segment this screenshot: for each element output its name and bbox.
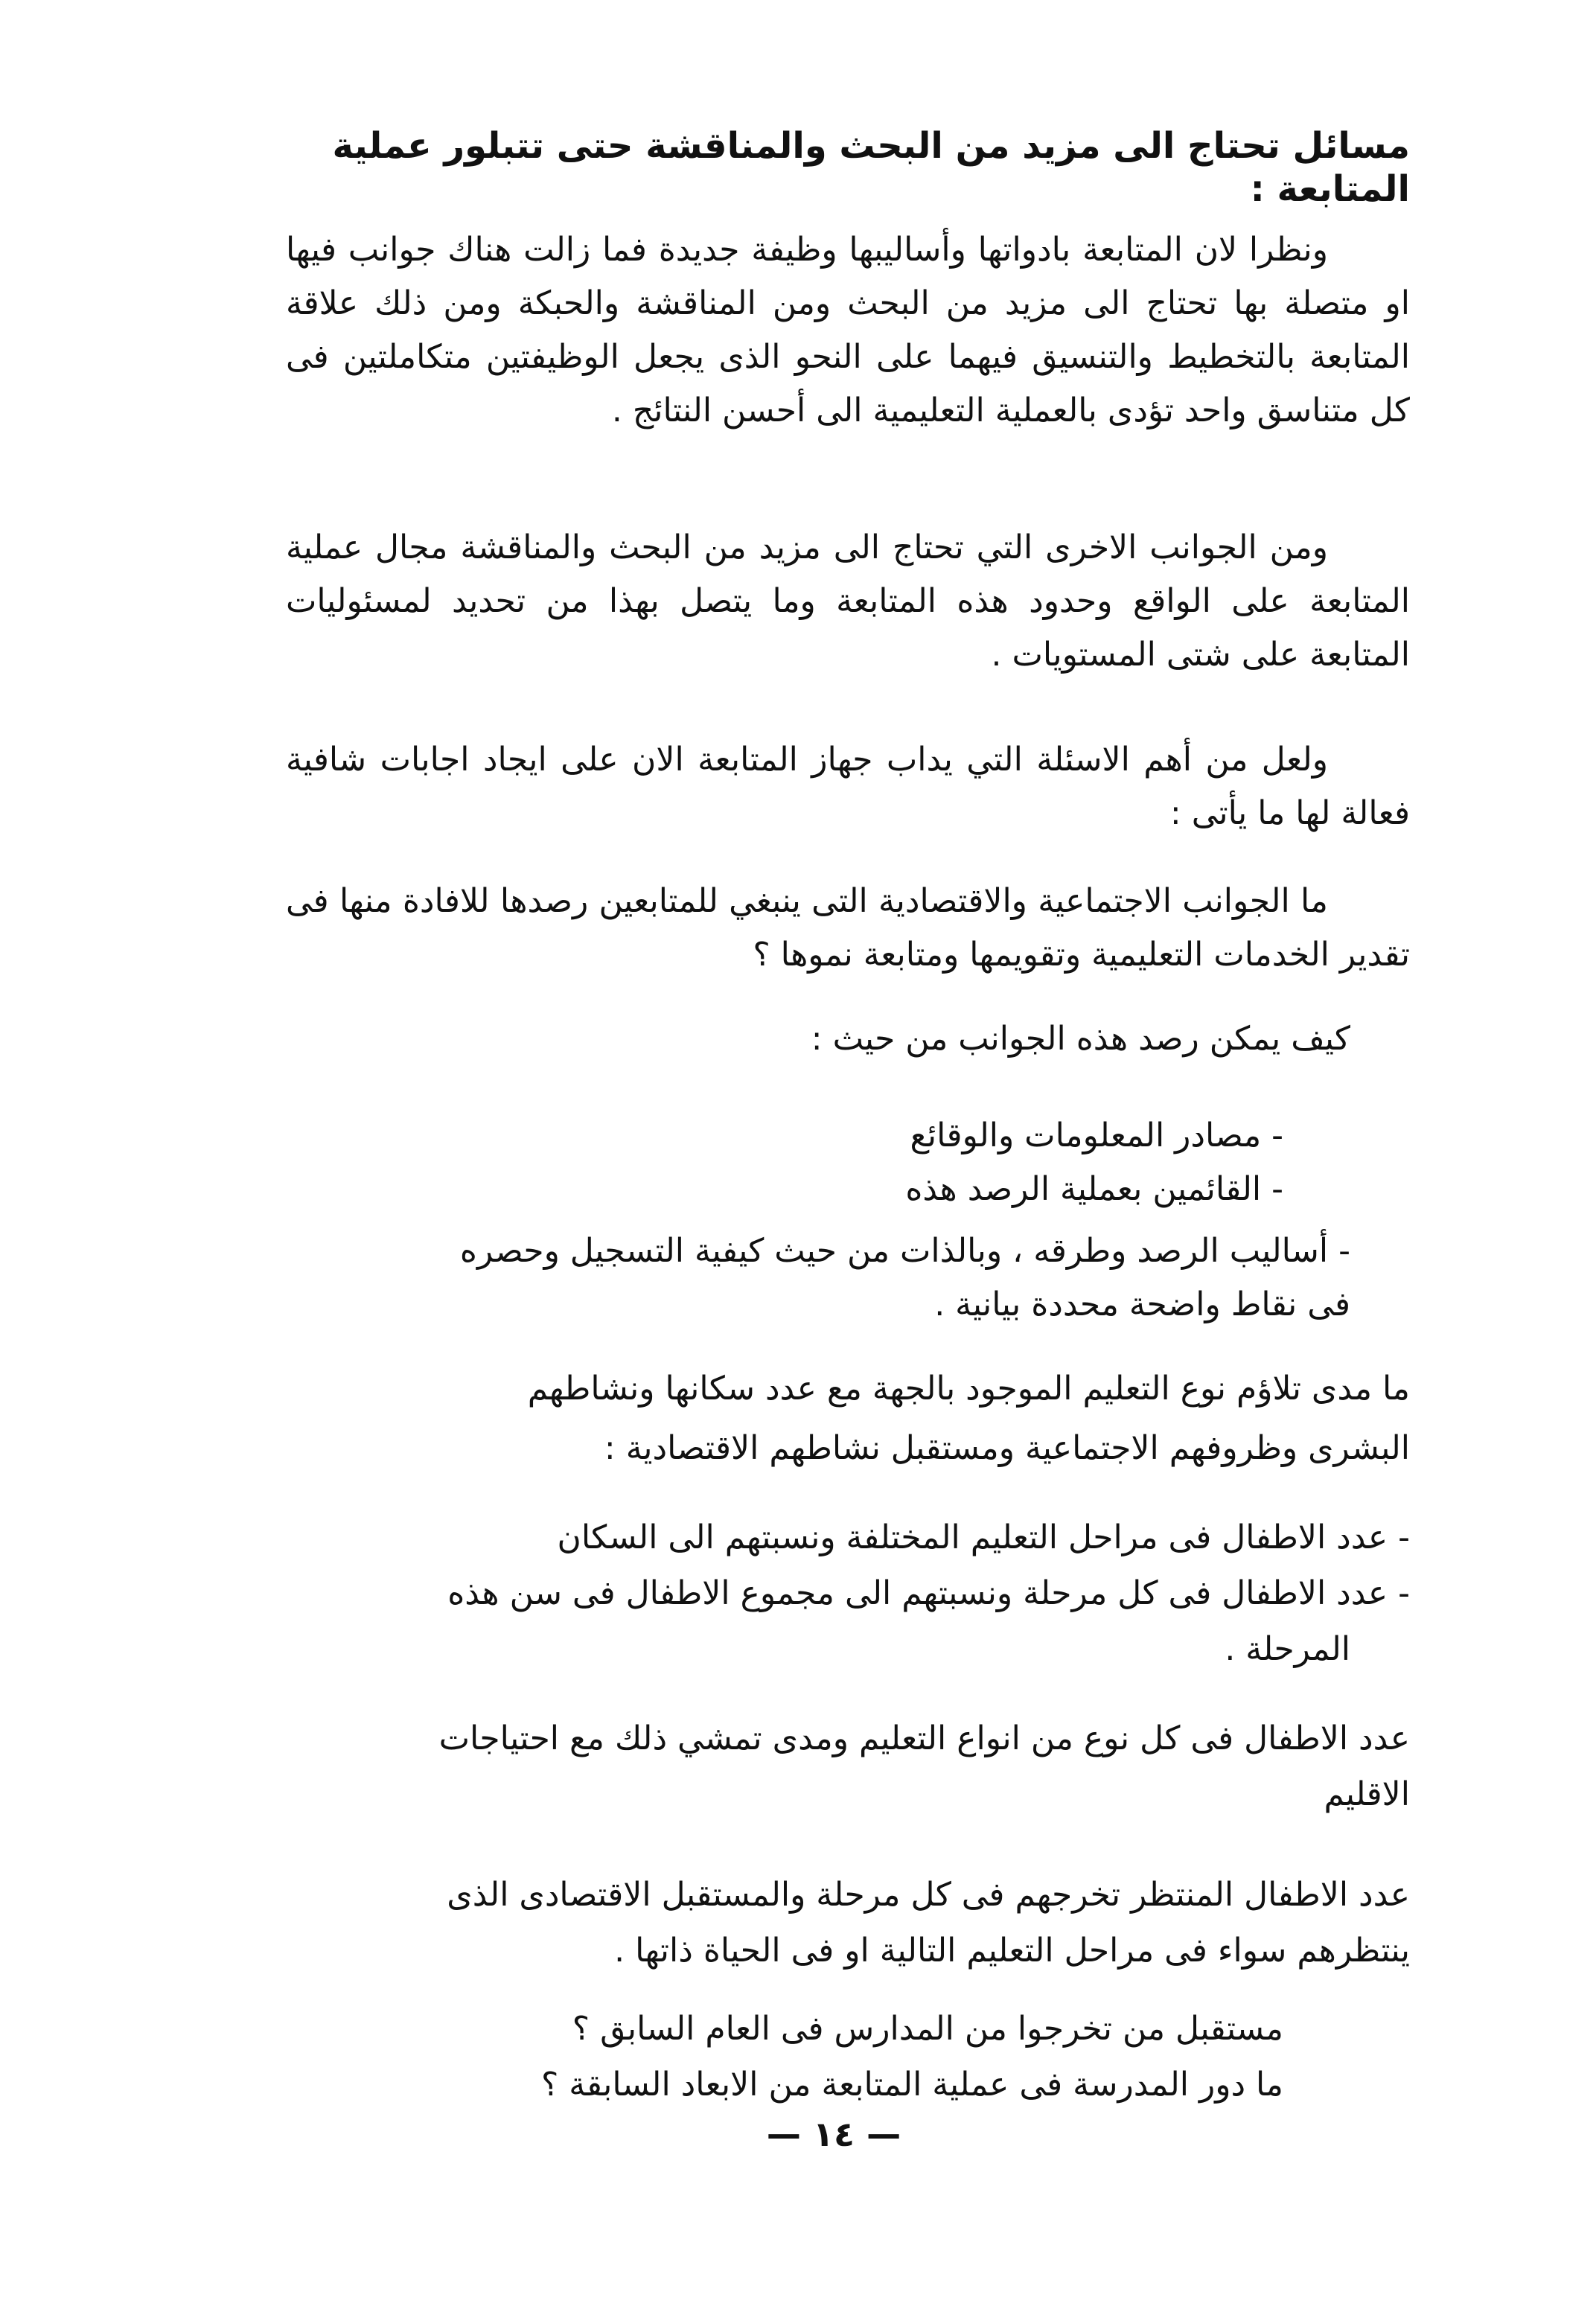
list-item-children-stages: - عدد الاطفال فى مراحل التعليم المختلفة ونسبتهم الى السكان — [557, 1519, 1410, 1556]
list-item-children-per-stage-cont: المرحلة . — [1225, 1630, 1350, 1668]
list-item-monitors: - القائمين بعملية الرصد هذه — [905, 1170, 1283, 1208]
section-title: مسائل تحتاج الى مزيد من البحث والمناقشة حتى تتبلور عملية المتابعة : — [332, 125, 1410, 210]
list-item-methods-cont: فى نقاط واضحة محددة بيانية . — [934, 1286, 1350, 1323]
list-item-graduates-cont: ينتظرهم سواء فى مراحل التعليم التالية او فى الحياة ذاتها . — [614, 1932, 1410, 1970]
list-item-children-type-cont: الاقليم — [1324, 1775, 1410, 1813]
list-item-graduates: عدد الاطفال المنتظر تخرجهم فى كل مرحلة والمستقبل الاقتصادى الذى — [447, 1876, 1410, 1914]
paragraph-intro: ونظرا لان المتابعة بادواتها وأساليبها وظيفة جديدة فما زالت هناك جوانب فيها او متصلة بها تحتاج الى مزيد من البحث ومن المناقشة والحبكة ومن ذلك علاقة المتابعة بالتخطيط والتنسيق فيهما على النحو الذى يجعل الوظيفتين متكاملتين فى كل متناسق واحد تؤدى بالعملية التعليمية الى أحسن النتائج . — [286, 231, 1410, 429]
question-school-role: ما دور المدرسة فى عملية المتابعة من الابعاد السابقة ؟ — [540, 2066, 1283, 2104]
question-future-graduates: مستقبل من تخرجوا من المدارس فى العام السابق ؟ — [572, 2010, 1283, 2048]
list-item-methods: - أساليب الرصد وطرقه ، وبالذات من حيث كيفية التسجيل وحصره — [459, 1232, 1350, 1270]
question-fit-line-2: البشرى وظروفهم الاجتماعية ومستقبل نشاطهم الاقتصادية : — [604, 1429, 1410, 1467]
list-item-children-per-stage: - عدد الاطفال فى كل مرحلة ونسبتهم الى مجموع الاطفال فى سن هذه — [447, 1574, 1410, 1612]
list-item-sources: - مصادر المعلومات والوقائع — [910, 1117, 1283, 1155]
paragraph-other-aspects: ومن الجوانب الاخرى التي تحتاج الى مزيد من البحث والمناقشة مجال عملية المتابعة على الواقع وحدود هذه المتابعة وما يتصل بهذا من تحديد لمسئوليات المتابعة على شتى المستويات . — [286, 528, 1410, 674]
list-item-children-type: عدد الاطفال فى كل نوع من انواع التعليم ومدى تمشي ذلك مع احتياجات — [438, 1719, 1410, 1757]
paragraph-questions: ولعل من أهم الاسئلة التي يداب جهاز المتابعة الان على ايجاد اجابات شافية فعالة لها ما يأتى : — [286, 741, 1410, 832]
page-number: — ١٤ — — [766, 2114, 901, 2154]
question-fit-line-1: ما مدى تلاؤم نوع التعليم الموجود بالجهة مع عدد سكانها ونشاطهم — [527, 1370, 1410, 1408]
paragraph-social-economic: ما الجوانب الاجتماعية والاقتصادية التى ينبغي للمتابعين رصدها للافادة منها فى تقدير الخدمات التعليمية وتقويمها ومتابعة نموها ؟ — [286, 882, 1410, 974]
paragraph-how-monitor: كيف يمكن رصد هذه الجوانب من حيث : — [811, 1020, 1350, 1058]
